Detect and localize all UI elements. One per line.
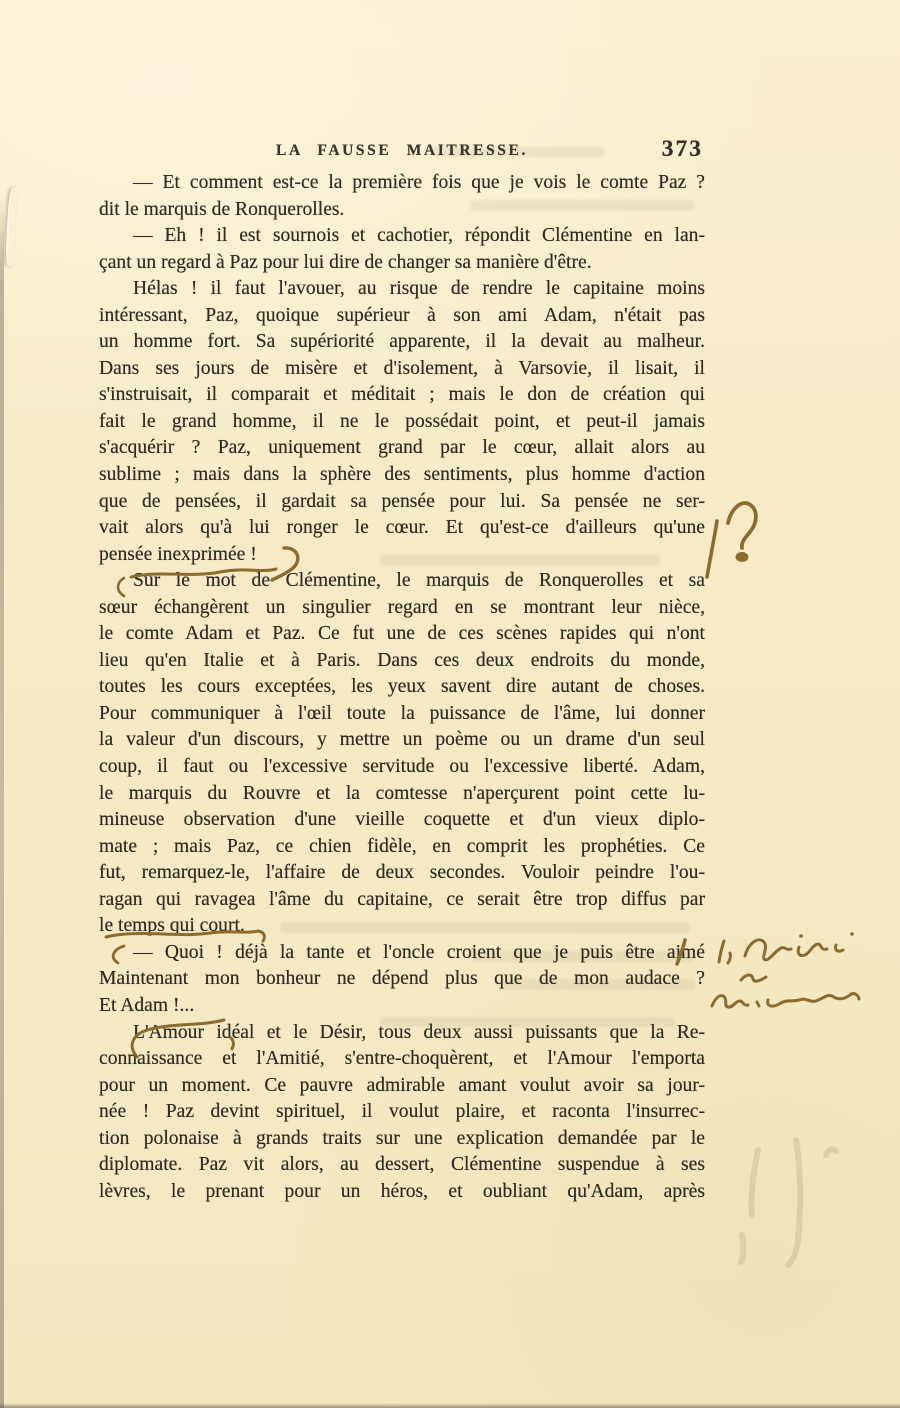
margin-note-cursive [712,932,859,1007]
text-line: sœur échangèrent un singulier regard en se montrant leur nièce, [99,596,705,618]
text-line: mate ; mais Paz, ce chien fidèle, en comprit les prophéties. Ce [99,835,705,857]
text-line: pour un moment. Ce pauvre admirable amant voulut avoir sa jour- [99,1074,705,1096]
text-line: le temps qui court. [99,915,245,937]
bleedthrough-strokes [741,1140,836,1265]
text-line: ragan qui ravagea l'âme du capitaine, ce serait être trop diffus par [99,888,705,910]
text-line: lèvres, le prenant pour un héros, et oubliant qu'Adam, après [99,1180,705,1202]
page-header [99,136,705,170]
text-line: intéressant, Paz, quoique supérieur à son ami Adam, n'était pas [99,304,705,326]
text-line: née ! Paz devint spirituel, il voulut plaire, et raconta l'insurrec- [99,1101,705,1123]
text-line: le marquis du Rouvre et la comtesse n'aperçurent point cette lu- [99,782,705,804]
text-line: sublime ; mais dans la sphère des sentiments, plus homme d'action [99,464,705,486]
margin-question-mark [707,503,756,577]
text-line: — Eh ! il est sournois et cachotier, répondit Clémentine en lan- [133,225,705,247]
text-line: lieu qu'en Italie et à Paris. Dans ces deux endroits du monde, [99,649,705,671]
paper-tear [5,188,17,266]
text-line: le comte Adam et Paz. Ce fut une de ces scènes rapides qui n'ont [99,623,705,645]
page-number: 373 [661,136,703,162]
text-line: — Quoi ! déjà la tante et l'oncle croient que je puis être aimé [133,941,705,963]
text-line: que de pensées, il gardait sa pensée pour lui. Sa pensée ne ser- [99,490,705,512]
text-line: un homme fort. Sa supériorité apparente, il la devait au malheur. [99,331,705,353]
text-line: s'acquérir ? Paz, uniquement grand par le cœur, allait alors au [99,437,705,459]
text-line: mineuse observation d'une vieille coquette et d'un vieux diplo- [99,809,705,831]
text-line: L'Amour idéal et le Désir, tous deux aussi puissants que la Re- [133,1021,705,1043]
text-line: çant un regard à Paz pour lui dire de changer sa manière d'être. [99,251,592,273]
text-line: s'instruisait, il comparait et méditait ; mais le don de création qui [99,384,705,406]
body-text [99,170,705,1205]
running-title: LA FAUSSE MAITRESSE. [276,142,528,159]
text-line: tion polonaise à grands traits sur une explication demandée par le [99,1127,705,1149]
text-line: diplomate. Paz vit alors, au dessert, Clémentine suspendue à ses [99,1154,705,1176]
text-line: coup, il faut ou l'excessive servitude ou l'excessive liberté. Adam, [99,756,705,778]
text-line: Pour communiquer à l'œil toute la puissance de l'âme, lui donner [99,702,705,724]
text-line: fut, remarquez-le, l'affaire de deux secondes. Vouloir peindre l'ou- [99,862,705,884]
text-line: fait le grand homme, il ne le possédait point, et peut-il jamais [99,410,705,432]
text-line: connaissance et l'Amitié, s'entre-choquèrent, et l'Amour l'emporta [99,1048,705,1070]
text-line: pensée inexprimée ! [99,543,257,565]
text-line: — Et comment est-ce la première fois que je vois le comte Paz ? [133,172,705,193]
text-line: la valeur d'un discours, y mettre un poème ou un drame d'un seul [99,729,705,751]
text-line: Hélas ! il faut l'avouer, au risque de rendre le capitaine moins [133,278,705,300]
text-line: Dans ses jours de misère et d'isolement, à Varsovie, il lisait, il [99,357,705,379]
page-edge-left [0,0,4,1408]
text-line: Maintenant mon bonheur ne dépend plus que de mon audace ? [99,968,705,990]
text-line: Sur le mot de Clémentine, le marquis de Ronquerolles et sa [133,570,705,592]
text-line: toutes les cours exceptées, les yeux savent dire autant de choses. [99,676,705,698]
text-line: vait alors qu'à lui ronger le cœur. Et qu'est-ce d'ailleurs qu'une [99,517,705,539]
page-edge-bottom [0,1403,900,1408]
text-line: dit le marquis de Ronquerolles. [99,198,345,220]
text-line: Et Adam !... [99,994,195,1016]
